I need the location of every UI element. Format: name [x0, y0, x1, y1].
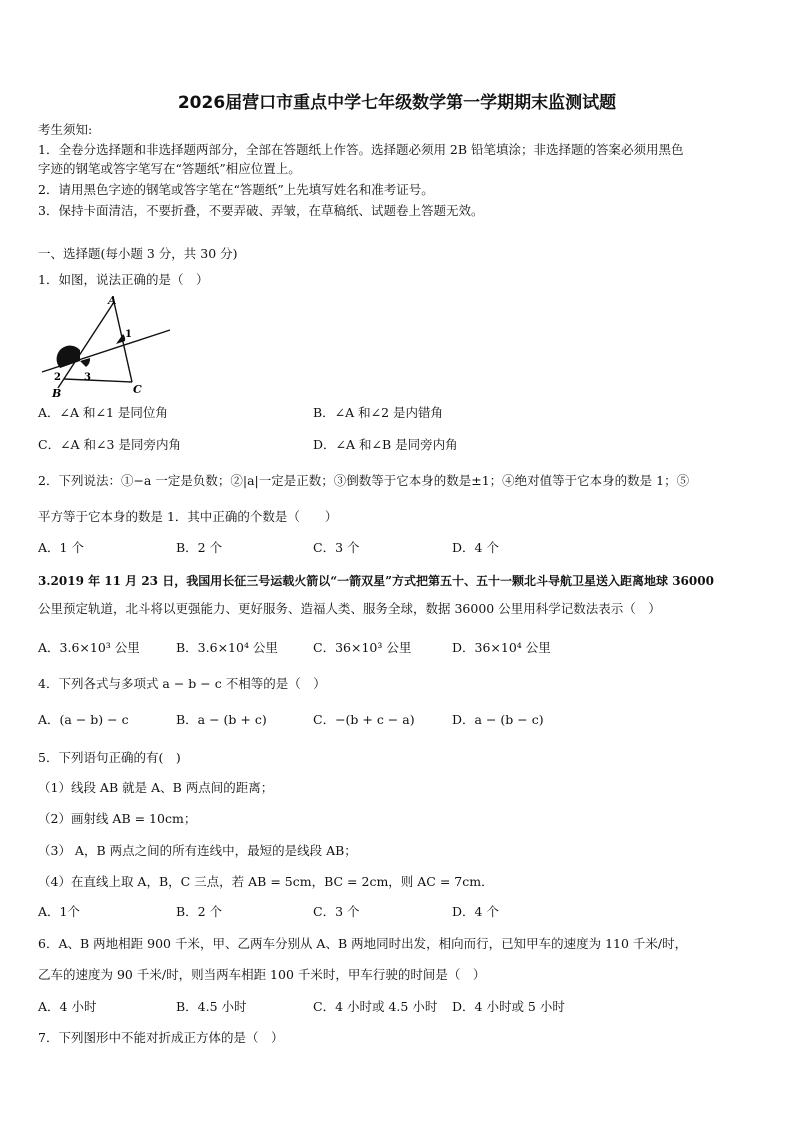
angle-2-label: 2	[54, 372, 61, 383]
q6-option-a: A．4 小时	[38, 999, 97, 1014]
q1-option-c: C．∠A 和∠3 是同旁内角	[38, 437, 181, 452]
q5-statement-4: （4）在直线上取 A，B，C 三点，若 AB = 5cm，BC = 2cm，则 AC = 7cm．	[38, 874, 494, 889]
q6-option-c: C．4 小时或 4.5 小时	[313, 999, 438, 1014]
q2-option-a: A．1 个	[38, 540, 84, 555]
vertex-b-label: B	[52, 387, 62, 400]
q5-statement-3: （3） A，B 两点之间的所有连线中，最短的是线段 AB；	[38, 843, 357, 858]
angle-3-label: 3	[84, 372, 91, 383]
q4-option-c: C．−(b + c − a)	[313, 712, 415, 727]
q5-option-b: B．2 个	[176, 904, 223, 919]
q6-stem-line1: 6．A、B 两地相距 900 千米，甲、乙两车分别从 A、B 两地同时出发，相向而行，已知甲车的速度为 110 千米/时，	[38, 936, 688, 951]
q4-option-b: B．a − (b + c)	[176, 712, 267, 727]
q6-option-d: D．4 小时或 5 小时	[452, 999, 565, 1014]
page-title: 2026届营口市重点中学七年级数学第一学期期末监测试题	[177, 93, 617, 113]
notice-item-1: 1．全卷分选择题和非选择题两部分，全部在答题纸上作答。选择题必须用 2B 铅笔填涂；非选择题的答案必须用黑色	[38, 142, 684, 157]
q5-statement-2: （2）画射线 AB = 10cm；	[38, 811, 197, 826]
q2-option-d: D．4 个	[452, 540, 499, 555]
q2-option-c: C．3 个	[313, 540, 360, 555]
q2-stem-line1: 2．下列说法：①−a 一定是负数；②|a|一定是正数；③倒数等于它本身的数是±1；④绝对值等于它本身的数是 1；⑤	[38, 473, 690, 488]
q6-stem-line2: 乙车的速度为 90 千米/时，则当两车相距 100 千米时，甲车行驶的时间是（ ）	[38, 967, 486, 982]
notice-item-1-cont: 字迹的钢笔或答字笔写在“答题纸”相应位置上。	[38, 161, 301, 176]
q5-stem: 5．下列语句正确的有( )	[38, 750, 181, 765]
q5-statement-1: （1）线段 AB 就是 A、B 两点间的距离；	[38, 780, 274, 795]
q7-stem: 7．下列图形中不能对折成正方体的是（ ）	[38, 1030, 284, 1045]
vertex-a-label: A	[108, 294, 117, 307]
q2-option-b: B．2 个	[176, 540, 223, 555]
q3-option-c: C．36×10³ 公里	[313, 640, 412, 655]
q5-option-a: A．1个	[38, 904, 80, 919]
section-heading: 一、选择题(每小题 3 分，共 30 分)	[38, 246, 238, 261]
angle-1-label: 1	[125, 329, 132, 340]
q5-option-c: C．3 个	[313, 904, 360, 919]
q3-stem-line1: 3.2019 年 11 月 23 日，我国用长征三号运载火箭以“一箭双星”方式把第五十、五十一颗北斗导航卫星送入距离地球 36000	[38, 574, 714, 588]
notice-item-3: 3．保持卡面清洁，不要折叠，不要弄破、弄皱，在草稿纸、试题卷上答题无效。	[38, 203, 484, 218]
q6-option-b: B．4.5 小时	[176, 999, 247, 1014]
q1-option-d: D．∠A 和∠B 是同旁内角	[313, 437, 458, 452]
q4-option-d: D．a − (b − c)	[452, 712, 544, 727]
vertex-c-label: C	[133, 383, 142, 396]
q3-option-d: D．36×10⁴ 公里	[452, 640, 551, 655]
q3-option-b: B．3.6×10⁴ 公里	[176, 640, 278, 655]
q4-stem: 4．下列各式与多项式 a − b − c 不相等的是（ ）	[38, 676, 326, 691]
q3-option-a: A．3.6×10³ 公里	[38, 640, 140, 655]
notice-heading: 考生须知:	[38, 122, 93, 137]
q5-option-d: D．4 个	[452, 904, 499, 919]
q3-stem-line2: 公里预定轨道，北斗将以更强能力、更好服务、造福人类、服务全球，数据 36000 公里用科学记数法表示（ ）	[38, 601, 661, 616]
notice-item-2: 2．请用黑色字迹的钢笔或答字笔在“答题纸”上先填写姓名和准考证号。	[38, 182, 434, 197]
q1-stem: 1．如图，说法正确的是（ ）	[38, 272, 209, 287]
q2-stem-line2: 平方等于它本身的数是 1．其中正确的个数是（ ）	[38, 509, 338, 524]
q4-option-a: A．(a − b) − c	[38, 712, 129, 727]
triangle-figure	[36, 292, 176, 400]
q1-option-b: B．∠A 和∠2 是内错角	[313, 405, 444, 420]
q1-option-a: A．∠A 和∠1 是同位角	[38, 405, 168, 420]
